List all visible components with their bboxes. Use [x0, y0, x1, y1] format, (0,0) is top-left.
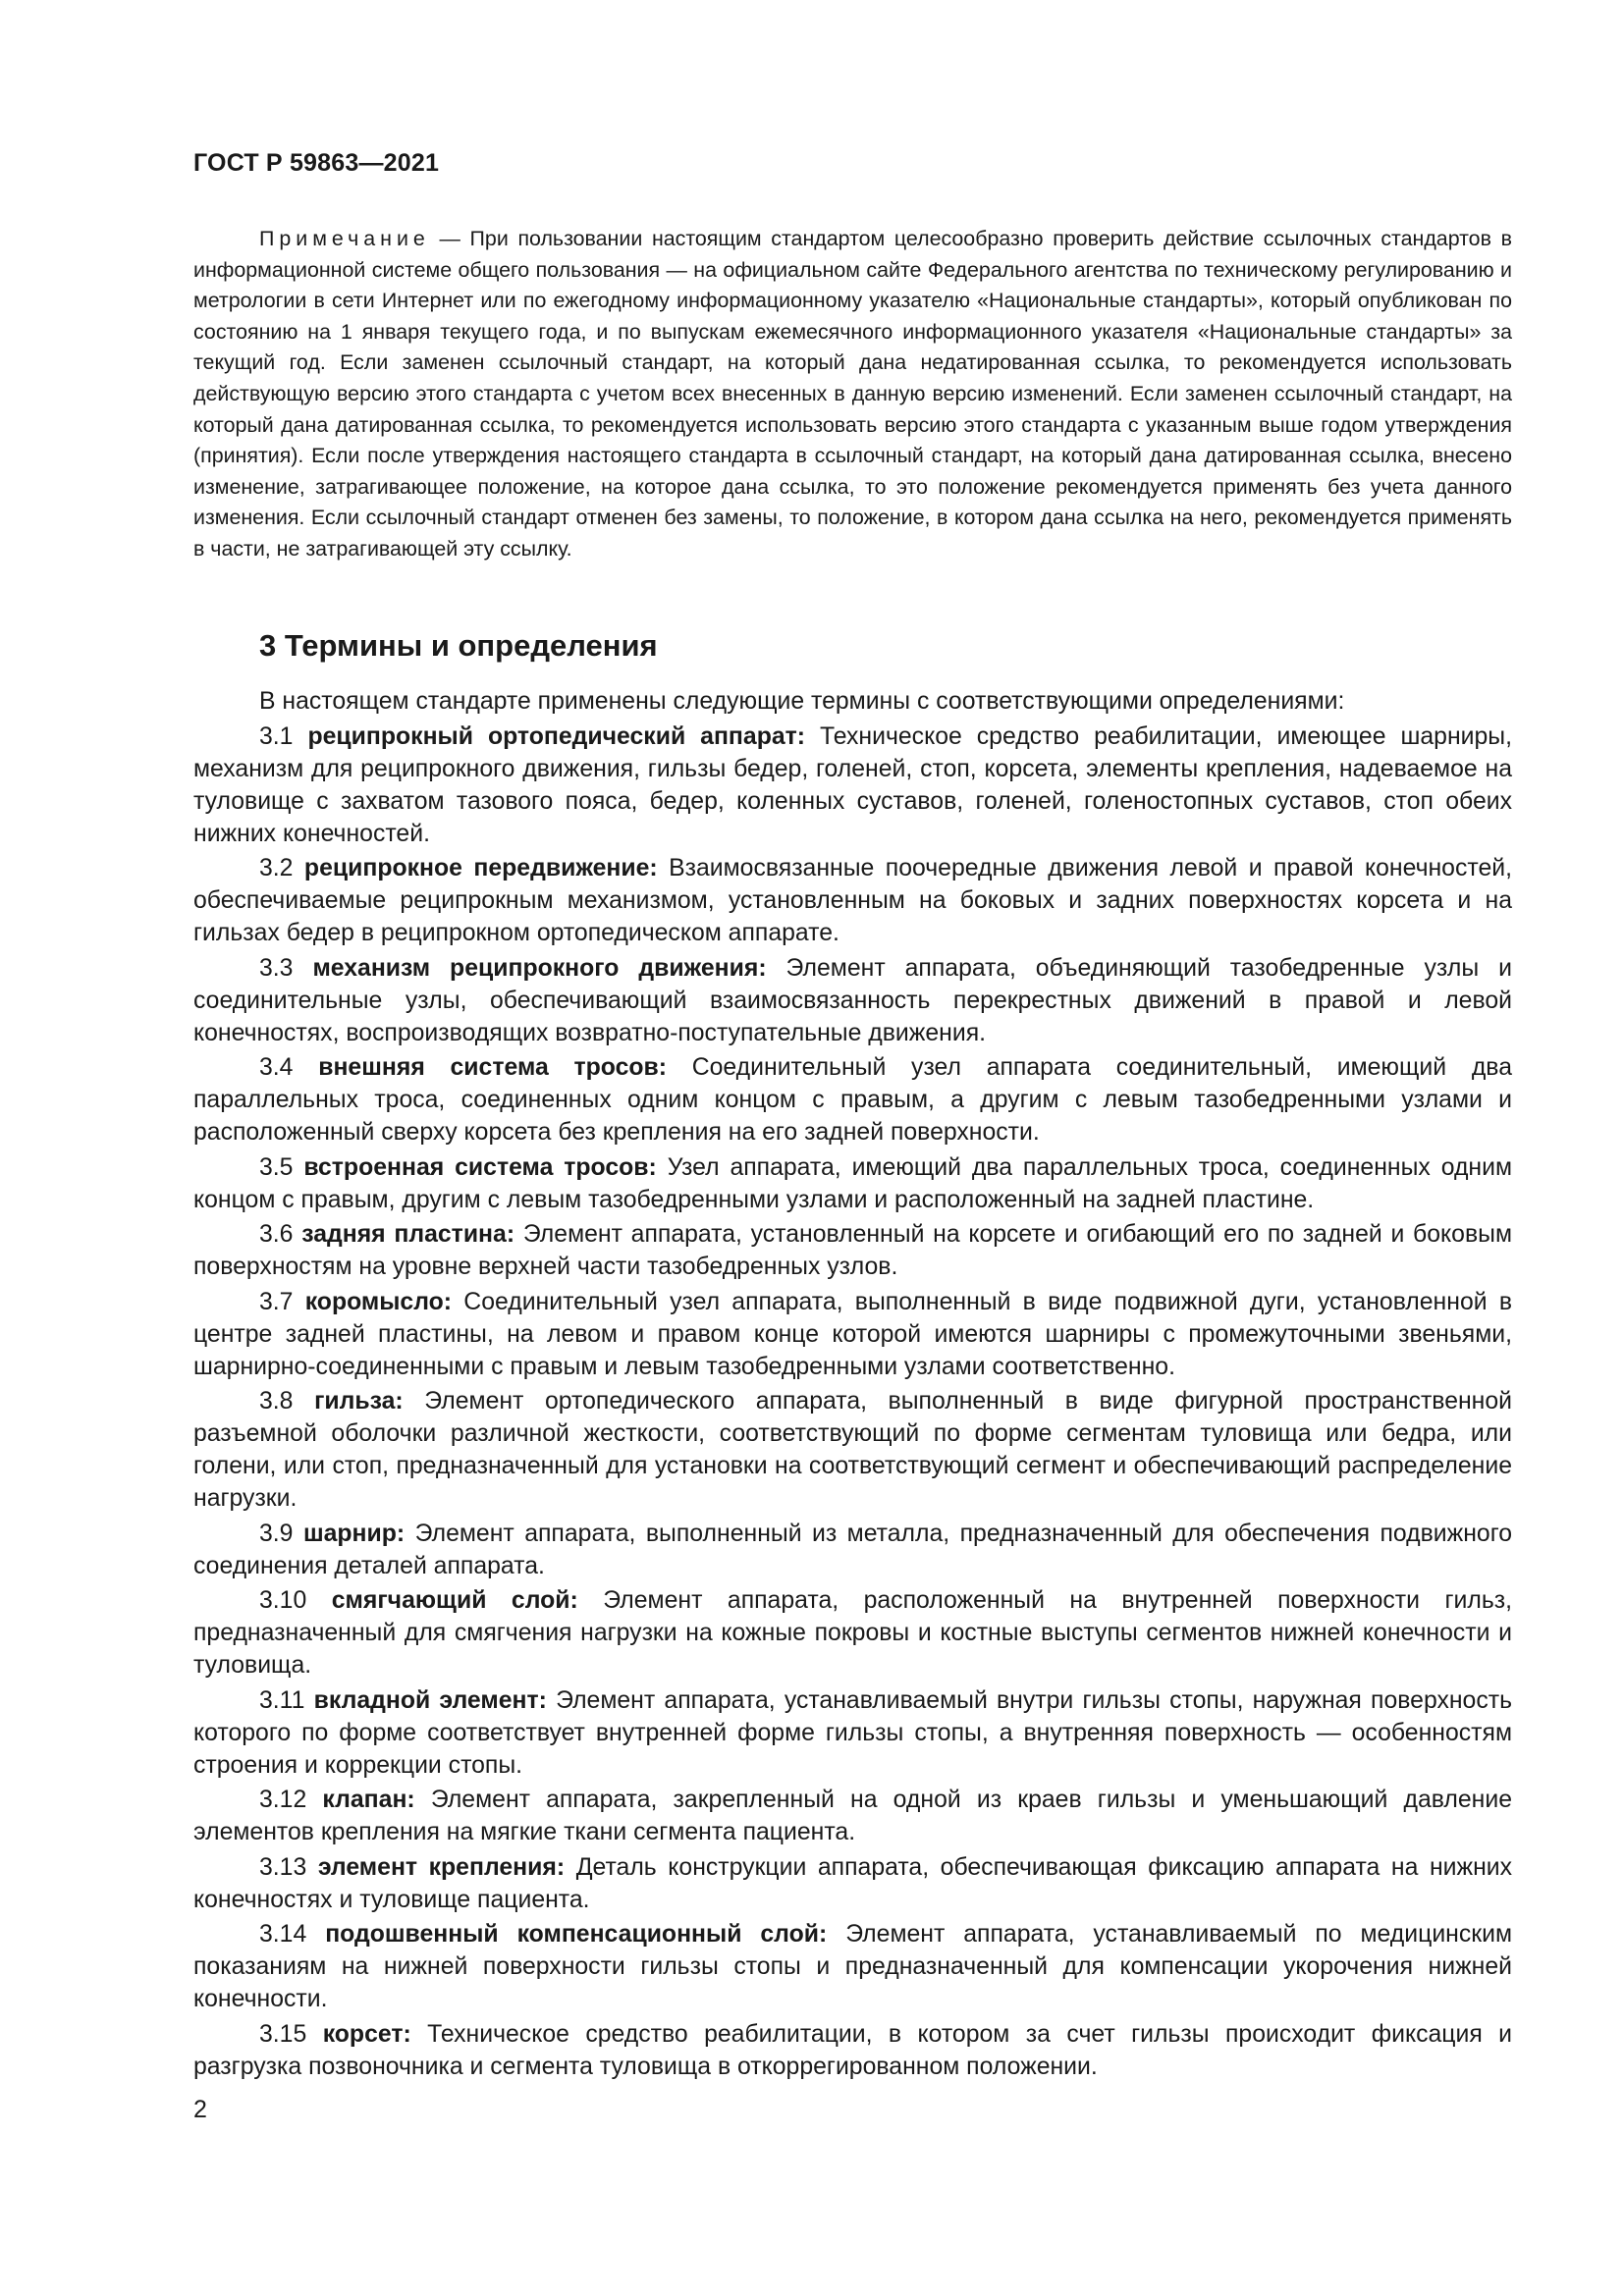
- section-intro: В настоящем стандарте применены следующие термины с соответствующими определениями:: [259, 688, 1345, 715]
- term-definition: Элемент аппарата, устанавливаемый по медицинским показаниям на нижней поверхности гильзы стопы и предназначенный для компенсации укорочения нижней конечности.: [193, 1921, 1513, 2012]
- term-name: смягчающий слой:: [331, 1587, 578, 1614]
- term-definition: Элемент аппарата, устанавливаемый внутри гильзы стопы, наружная поверхность которого по форме соответствует внутренней форме гильзы стопы, а внутренняя поверхность — особенностям строения и коррекции стопы.: [193, 1686, 1513, 1779]
- term-entry: [193, 1918, 1512, 2015]
- term-name: клапан:: [322, 1787, 415, 1813]
- terms-list: [193, 685, 1512, 2085]
- note-text: При пользовании настоящим стандартом целесообразно проверить действие ссылочных стандартов в информационной системе общего пользования — на официальном сайте Федерального агентства по техническому регулированию и метрологии в сети Интернет или по ежегодному информационному указателю «Национальные стандарты», который опубликован по состоянию на 1 января текущего года, и по выпускам ежемесячного информационного указателя «Национальные стандарты» за текущий год. Если заменен ссылочный стандарт, на который дана недатированная ссылка, то рекомендуется использовать действующую версию этого стандарта с учетом всех внесенных в данную версию изменений. Если заменен ссылочный стандарт, на который дана датированная ссылка, то рекомендуется использовать версию этого стандарта с указанным выше годом утверждения (принятия). Если после утверждения настоящего стандарта в ссылочный стандарт, на который дана датированная ссылка, внесено изменение, затрагивающее положение, на которое дана ссылка, то это положение рекомендуется применять без учета данного изменения. Если ссылочный стандарт отменен без замены, то положение, в котором дана ссылка на него, рекомендуется применять в части, не затрагивающей эту ссылку.: [193, 227, 1512, 561]
- term-definition: Элемент аппарата, выполненный из металла, предназначенный для обеспечения подвижного соединения деталей аппарата.: [193, 1520, 1513, 1579]
- note-label: Примечание: [259, 227, 430, 250]
- term-name: шарнир:: [302, 1520, 406, 1547]
- term-definition: Взаимосвязанные поочередные движения левой и правой конечностей, обеспечиваемые реципрокным механизмом, установленным на боковых и задних поверхностях корсета и на гильзах бедер в реципрокном ортопедическом аппарате.: [193, 855, 1512, 946]
- term-number: 3.10: [259, 1587, 307, 1614]
- section-title: 3 Термины и определения: [259, 628, 658, 663]
- note-paragraph: [193, 224, 1512, 565]
- term-definition: Элемент аппарата, закрепленный на одной из краев гильзы и уменьшающий давление элементов крепления на мягкие ткани сегмента пациента.: [193, 1787, 1512, 1845]
- term-name: встроенная система тросов:: [303, 1153, 657, 1181]
- term-name: коромысло:: [304, 1288, 453, 1315]
- term-name: элемент крепления:: [317, 1853, 566, 1881]
- term-number: 3.2: [259, 855, 294, 881]
- term-name: задняя пластина:: [301, 1221, 515, 1248]
- term-name: реципрокное передвижение:: [303, 855, 658, 881]
- term-name: механизм реципрокного движения:: [312, 954, 767, 982]
- term-definition: Деталь конструкции аппарата, обеспечивающая фиксацию аппарата на нижних конечностях и туловище пациента.: [193, 1853, 1513, 1913]
- term-entry: [193, 1851, 1512, 1916]
- term-number: 3.4: [259, 1054, 294, 1081]
- term-definition: Соединительный узел аппарата соединительный, имеющий два параллельных троса, соединенных одним концом с правым, а другим с левым тазобедренными узлами и расположенный сверху корсета без крепления на его задней поверхности.: [193, 1054, 1512, 1146]
- term-number: 3.3: [259, 954, 294, 982]
- term-name: подошвенный компенсационный слой:: [325, 1921, 828, 1948]
- term-definition: Элемент аппарата, установленный на корсете и огибающий его по задней и боковым поверхностям на уровне верхней части тазобедренных узлов.: [193, 1221, 1513, 1280]
- term-number: 3.12: [259, 1787, 307, 1813]
- term-number: 3.8: [259, 1388, 294, 1415]
- term-number: 3.11: [259, 1686, 305, 1714]
- term-number: 3.7: [259, 1288, 294, 1315]
- term-entry: [193, 1286, 1512, 1383]
- term-entry: [193, 1584, 1512, 1682]
- term-number: 3.14: [259, 1921, 307, 1948]
- term-number: 3.5: [259, 1153, 294, 1181]
- term-definition: Узел аппарата, имеющий два параллельных троса, соединенных одним концом с правым, другим с левым тазобедренными узлами и расположенный на задней пластине.: [193, 1153, 1513, 1213]
- term-name: вкладной элемент:: [313, 1686, 547, 1714]
- term-name: гильза:: [314, 1388, 404, 1415]
- term-entry: [193, 1151, 1512, 1216]
- term-definition: Элемент ортопедического аппарата, выполненный в виде фигурной пространственной разъемной оболочки различной жесткости, соответствующий по форме сегментам туловища или бедра, или голени, или стоп, предназначенный для установки на соответствующий сегмент и обеспечивающий распределение нагрузки.: [193, 1388, 1513, 1512]
- term-number: 3.13: [259, 1853, 307, 1881]
- term-definition: Техническое средство реабилитации, имеющее шарниры, механизм для реципрокного движения, гильзы бедер, голеней, стоп, корсета, элементы крепления, надеваемое на туловище с захватом тазового пояса, бедер, коленных суставов, голеней, голеностопных суставов, стоп обеих нижних конечностей.: [193, 722, 1512, 847]
- term-number: 3.9: [259, 1520, 294, 1547]
- term-entry: [193, 1518, 1512, 1582]
- term-definition: Элемент аппарата, расположенный на внутренней поверхности гильз, предназначенный для смягчения нагрузки на кожные покровы и костные выступы сегментов нижней конечности и туловища.: [193, 1587, 1513, 1679]
- term-entry: [193, 1218, 1512, 1283]
- term-name: реципрокный ортопедический аппарат:: [307, 722, 806, 750]
- term-entry: [193, 721, 1512, 850]
- term-entry: [193, 1684, 1512, 1782]
- page-number: 2: [193, 2096, 207, 2123]
- document-code-header: ГОСТ Р 59863—2021: [193, 149, 440, 177]
- note-dash: —: [429, 227, 470, 250]
- term-entry: [193, 852, 1512, 949]
- term-definition: Элемент аппарата, объединяющий тазобедренные узлы и соединительные узлы, обеспечивающий взаимосвязанность перекрестных движений в правой и левой конечностях, воспроизводящих возвратно-поступательные движения.: [193, 954, 1513, 1046]
- term-number: 3.1: [259, 722, 294, 750]
- term-entry: [193, 1385, 1512, 1515]
- term-name: внешняя система тросов:: [318, 1054, 668, 1081]
- term-definition: Соединительный узел аппарата, выполненный в виде подвижной дуги, установленной в центре задней пластины, на левом и правом конце которой имеются шарниры с промежуточными звеньями, шарнирно-соединенными с правым и левым тазобедренными узлами соответственно.: [193, 1288, 1512, 1380]
- term-entry: [193, 2018, 1512, 2083]
- term-entry: [193, 1784, 1512, 1848]
- term-entry: [193, 1051, 1512, 1148]
- term-number: 3.15: [259, 2020, 307, 2048]
- term-number: 3.6: [259, 1221, 294, 1248]
- term-name: корсет:: [322, 2020, 411, 2048]
- term-entry: [193, 952, 1512, 1049]
- term-definition: Техническое средство реабилитации, в котором за счет гильзы происходит фиксация и разгрузка позвоночника и сегмента туловища в откоррегированном положении.: [193, 2020, 1513, 2080]
